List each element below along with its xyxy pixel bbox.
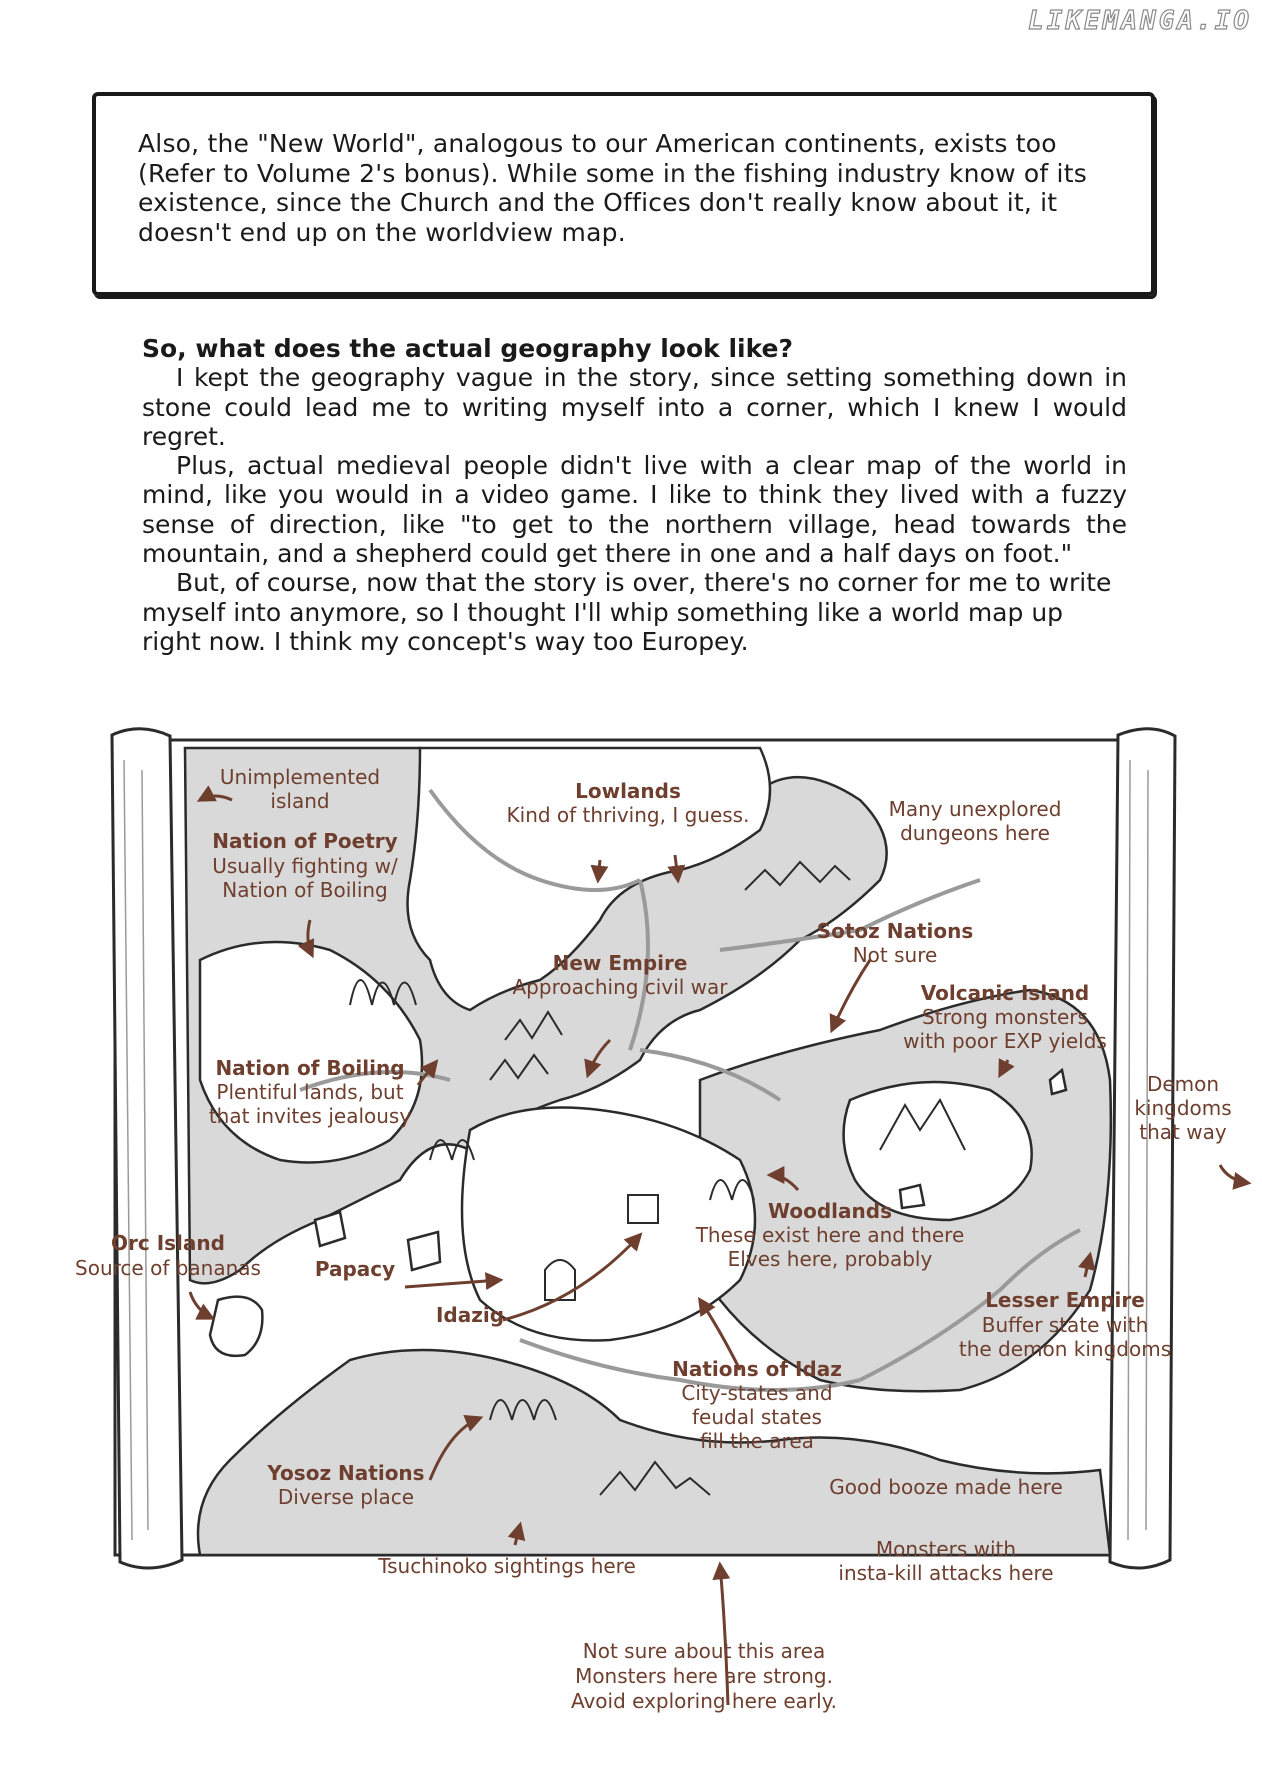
label-lowlands-title: Lowlands	[575, 779, 681, 803]
label-poetry-title: Nation of Poetry	[212, 829, 398, 853]
label-sotoz-desc: Not sure	[852, 943, 938, 967]
label-lesser-desc: Buffer state with the demon kingdoms	[958, 1313, 1172, 1361]
label-woodlands-desc: These exist here and there Elves here, probably	[695, 1223, 965, 1271]
label-orc-desc: Source of bananas	[75, 1256, 261, 1280]
article-paragraph: I kept the geography vague in the story, since setting something down in stone could lead me to writing myself into a corner, which I knew I would regret.	[142, 363, 1127, 451]
article-heading: So, what does the actual geography look like?	[142, 334, 794, 363]
cathedral-icon	[545, 1260, 575, 1300]
site-watermark: LIKEMANGA.IO	[1028, 6, 1252, 36]
label-volcanic-title: Volcanic Island	[920, 981, 1090, 1005]
label-boiling-desc: Plentiful lands, but that invites jealousy	[208, 1080, 412, 1128]
label-yosoz-desc: Diverse place	[277, 1485, 415, 1509]
label-papacy: Papacy	[314, 1257, 396, 1281]
label-instakill: Monsters with insta-kill attacks here	[838, 1537, 1054, 1585]
article-paragraph: Plus, actual medieval people didn't live with a clear map of the world in mind, like you would in a video game. I like to think they lived with a fuzzy sense of direction, like "to get to the northern village, head towards the mountain, and a shepherd could get there in one and a half days on foot."	[142, 451, 1127, 569]
label-woodlands-title: Woodlands	[768, 1199, 892, 1223]
small-isle-2	[408, 1232, 440, 1270]
label-yosoz-title: Yosoz Nations	[267, 1461, 425, 1485]
article-paragraph: But, of course, now that the story is over, there's no corner for me to write myself into anymore, so I thought I'll whip something like a world map up right now. I think my concept's way too Europey.	[142, 568, 1112, 656]
label-new-empire-title: New Empire	[552, 951, 688, 975]
label-boiling-title: Nation of Boiling	[215, 1056, 405, 1080]
label-lesser-title: Lesser Empire	[985, 1288, 1145, 1312]
label-booze: Good booze made here	[829, 1475, 1063, 1499]
label-dungeons: Many unexplored dungeons here	[888, 797, 1062, 845]
label-lowlands-desc: Kind of thriving, I guess.	[506, 803, 750, 827]
orc-island	[210, 1297, 262, 1356]
castle-icon	[628, 1195, 658, 1223]
label-volcanic-desc: Strong monsters with poor EXP yields	[903, 1005, 1107, 1053]
label-poetry-desc: Usually fighting w/ Nation of Boiling	[212, 854, 398, 902]
small-isle-4	[900, 1185, 924, 1208]
label-orc-title: Orc Island	[111, 1231, 225, 1255]
note-text: Also, the "New World", analogous to our American continents, exists too (Refer to Volume 2's bonus). While some in the fishing industry know of its existence, since the Church and the Offices don't really know about it, it doesn't end up on the worldview map.	[138, 129, 1087, 247]
label-idaz-title: Nations of Idaz	[672, 1357, 842, 1381]
label-new-empire-desc: Approaching civil war	[512, 975, 728, 999]
label-idazig: Idazig	[435, 1303, 505, 1327]
label-unimplemented: Unimplemented island	[219, 765, 381, 813]
label-sotoz-title: Sotoz Nations	[816, 919, 974, 943]
label-unsure: Not sure about this area Monsters here are strong. Avoid exploring here early.	[570, 1639, 838, 1713]
label-demon: Demon kingdoms that way	[1134, 1072, 1232, 1144]
label-tsuchinoko: Tsuchinoko sightings here	[378, 1554, 636, 1578]
label-idaz-desc: City-states and feudal states fill the area	[681, 1381, 833, 1453]
